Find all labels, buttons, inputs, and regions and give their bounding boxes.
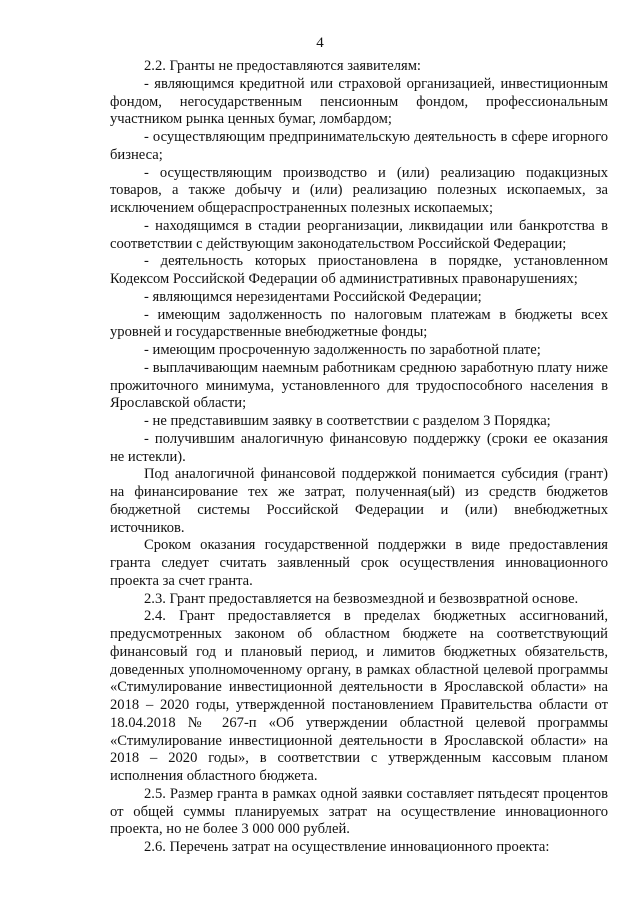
paragraph-support-term: Сроком оказания государственной поддержки в виде предоставления гранта следует считать заявленный срок осуществления инновационного проекта за счет гранта. — [110, 537, 608, 589]
list-item-suspended-activity: - деятельность которых приостановлена в порядке, установленном Кодексом Российской Федерации об административных правонарушениях; — [110, 253, 608, 287]
paragraph-2-6: 2.6. Перечень затрат на осуществление инновационного проекта: — [144, 839, 550, 855]
list-item-tax-debt: - имеющим задолженность по налоговым платежам в бюджеты всех уровней и государственные внебюджетные фонды; — [110, 306, 608, 341]
paragraph-2-2-heading: 2.2. Гранты не предоставляются заявителям: — [144, 58, 421, 74]
list-item-excise-goods: - осуществляющим производство и (или) реализацию подакцизных товаров, а также добычу и (или) реализацию полезных ископаемых, за исключением общераспространенных полезных ископаемых; — [110, 164, 608, 216]
document-body — [110, 58, 608, 857]
list-item-gambling: - осуществляющим предпринимательскую деятельность в сфере игорного бизнеса; — [110, 129, 608, 163]
list-item-salary-debt: - имеющим просроченную задолженность по заработной плате; — [144, 342, 541, 358]
list-item-low-salary: - выплачивающим наемным работникам среднюю заработную плату ниже прожиточного минимума, установленного для трудоспособного населения в Ярославской области; — [110, 359, 608, 412]
paragraph-similar-support-definition: Под аналогичной финансовой поддержкой понимается субсидия (грант) на финансирование тех же затрат, полученная(ый) из средств бюджетов бюджетной системы Российской Федерации и (или) внебюджетных источников. — [110, 466, 608, 536]
list-item-similar-support: - получившим аналогичную финансовую поддержку (сроки ее оказания не истекли). — [110, 430, 608, 465]
list-item-non-residents: - являющимся нерезидентами Российской Федерации; — [144, 288, 482, 305]
list-item-reorganization: - находящимся в стадии реорганизации, ликвидации или банкротства в соответствии с действующим законодательством Российской Федерации; — [110, 217, 608, 252]
paragraph-2-3: 2.3. Грант предоставляется на безвозмездной и безвозвратной основе. — [144, 590, 579, 607]
paragraph-2-5: 2.5. Размер гранта в рамках одной заявки составляет пятьдесят процентов от общей суммы планируемых затрат на осуществление инновационного проекта, но не более 3 000 000 рублей. — [110, 785, 608, 838]
paragraph-2-4: 2.4. Грант предоставляется в пределах бюджетных ассигнований, предусмотренных законом об областном бюджете на соответствующий финансовый год и плановый период, и лимитов бюджетных обязательств, доведенных уполномоченному органу, в рамках областной целевой программы «Стимулирование инвестиционной деятельности в Ярославской области» на 2018 – 2020 годы, утвержденной постановлением Правительства области от 18.04.2018 № 267-п «Об утверждении областной целевой программы «Стимулирование инвестиционной деятельности в Ярославской области» на 2018 – 2020 годы», в соответствии с утвержденным кассовым планом исполнения областного бюджета. — [110, 608, 608, 784]
list-item-no-application: - не представившим заявку в соответствии с разделом 3 Порядка; — [144, 413, 551, 429]
list-item-credit-organization: - являющимся кредитной или страховой организацией, инвестиционным фондом, негосударственным пенсионным фондом, профессиональным участником рынка ценных бумаг, ломбардом; — [110, 75, 608, 128]
page-number: 4 — [316, 35, 324, 51]
